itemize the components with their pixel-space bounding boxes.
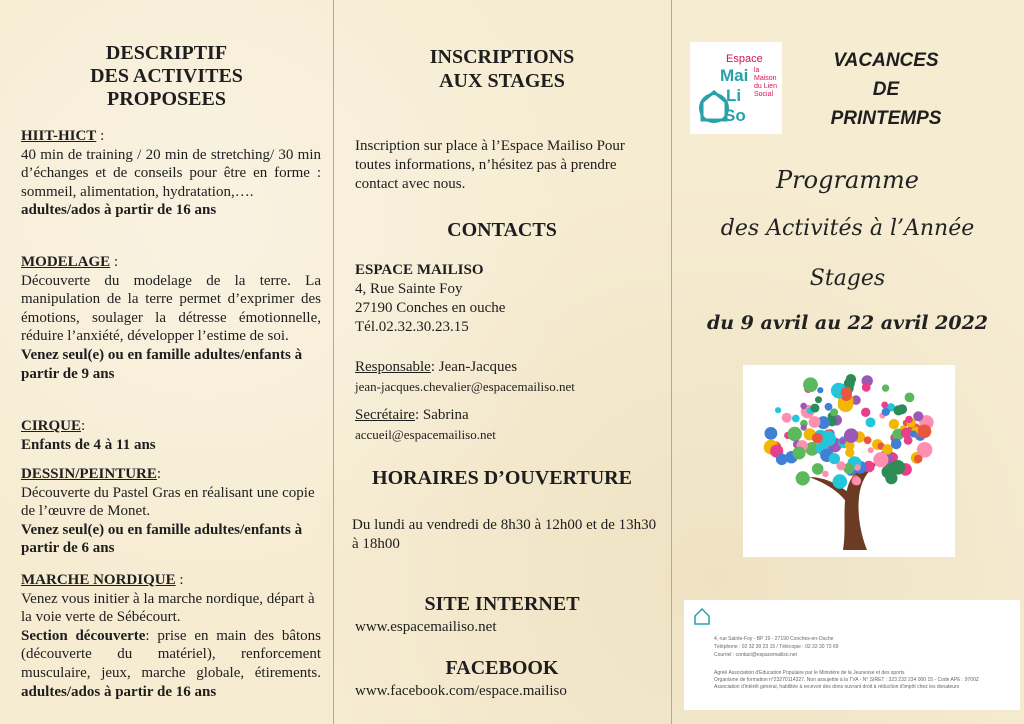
blossom — [881, 402, 888, 409]
blossom — [812, 463, 824, 475]
activity-hiit: HIIT-HICT : 40 min de training / 20 min de stretching/ 30 min d’échanges et de conseils pour être en forme : sommeil, alimentation, hydratation,…. adultes/ados à partir de 16 ans — [21, 128, 321, 219]
stages-subtitle: Stages — [809, 266, 886, 291]
activity-title: CIRQUE — [21, 418, 82, 434]
activites-subtitle: des Activités à l’Année — [720, 216, 975, 241]
blossom — [822, 471, 829, 478]
address-line: 27190 Conches en ouche — [355, 300, 506, 316]
info-column — [333, 0, 671, 724]
activities-column — [0, 0, 333, 724]
blossom — [905, 416, 912, 423]
activity-audience: Venez seul(e) ou en famille adultes/enfants à partir de 6 ans — [21, 521, 303, 557]
blossom — [868, 447, 874, 453]
activity-cirque: CIRQUE: Enfants de 4 à 11 ans — [21, 417, 321, 454]
blossom — [862, 383, 871, 392]
blossom — [910, 431, 917, 438]
activity-audience: adultes/ados à partir de 16 ans — [21, 202, 217, 219]
blossom — [885, 472, 897, 484]
site-link[interactable]: www.espacemailiso.net — [355, 619, 497, 635]
blossom — [833, 474, 848, 489]
blossom — [897, 404, 907, 414]
address-line: 4, Rue Sainte Foy — [355, 281, 463, 297]
contact-block — [355, 261, 655, 337]
blossom — [788, 427, 802, 441]
cover-column — [671, 0, 1024, 724]
house-icon — [692, 606, 712, 626]
blossom — [905, 393, 915, 403]
blossom — [861, 408, 870, 417]
dates: du 9 avril au 22 avril 2022 — [706, 312, 989, 334]
blossom — [844, 428, 858, 442]
facebook-title: FACEBOOK — [445, 657, 559, 679]
blossom — [914, 455, 922, 463]
blossom — [809, 416, 821, 428]
blossom — [782, 413, 792, 423]
phone: Tél.02.32.30.23.15 — [355, 319, 469, 335]
activity-description: Découverte du Pastel Gras en réalisant une copie de l’œuvre de Monet. — [21, 484, 315, 520]
address-card: 4, rue Sainte-Foy - BP 19 - 27190 Conches-en-Ouche Téléphone : 02 32 30 23 15 / Télécopie : 02 32 30 73 69 Courriel : contact@espacemailiso.net Agréé Association d'Education Populaire par le Ministère de la Jeunesse et des sports Organisme de formation n°23270114327. Non assujettie à la TVA - N° SIRET : 323 232 234 000 15 - Code APE : 9700Z Association d'intérêt général, habilitée à recevoir des dons ouvrant droit à réduction d'impôt chez les donateurs — [684, 600, 1020, 710]
blossom — [776, 454, 788, 466]
hours-title: HORAIRES D’OUVERTURE — [372, 467, 632, 489]
inscriptions-text: Inscription sur place à l’Espace Mailiso Pour toutes informations, n’hésitez pas à prendre contact avec nous. — [355, 138, 625, 192]
activity-dessin: DESSIN/PEINTURE: Découverte du Pastel Gras en réalisant une copie de l’œuvre de Monet. Venez seul(e) ou en famille adultes/enfants à partir de 6 ans — [21, 465, 321, 558]
blossom — [830, 408, 838, 416]
tree-image — [743, 365, 955, 557]
blossom — [891, 439, 902, 450]
blossom — [918, 425, 932, 439]
activity-audience: adultes/ados à partir de 16 ans — [21, 683, 217, 700]
blossom — [803, 377, 818, 392]
blossom — [841, 387, 852, 398]
blossom — [825, 403, 833, 411]
blossom — [812, 433, 823, 444]
programme-title: Programme — [776, 166, 919, 194]
activity-description: Découverte du modelage de la terre. La manipulation de la terre permet d’exprimer des émotions, soulager la détresse émotionnelle, réduire l’anxiété, développer l’estime de soi. — [21, 272, 321, 345]
tree-illustration — [743, 365, 955, 557]
activity-extra: Section découverte: prise en main des bâtons (découverte du matériel), renforcement musculaire, jeux, marche globale, étirements. adultes/ados à partir de 16 ans — [21, 627, 321, 700]
blossom — [810, 404, 819, 413]
activity-title: MODELAGE — [21, 254, 111, 270]
blossom — [866, 417, 876, 427]
blossom — [882, 408, 890, 416]
facebook-link[interactable]: www.facebook.com/espace.mailiso — [355, 683, 567, 699]
org-name: ESPACE MAILISO — [355, 262, 484, 278]
vacances-title: VACANCES DE PRINTEMPS — [830, 50, 942, 129]
hours-text: Du lundi au vendredi de 8h30 à 12h00 et de 13h30 à 18h00 — [352, 517, 657, 552]
contacts-title: CONTACTS — [447, 219, 557, 241]
activity-title: MARCHE NORDIQUE — [21, 572, 176, 588]
activities-heading: DESCRIPTIF DES ACTIVITES PROPOSEES — [90, 42, 243, 110]
activity-description: 40 min de training / 20 min de stretching/ 30 min d’échanges et de conseils pour être en forme : sommeil, alimentation, hydratation,…. — [21, 146, 321, 200]
blossom — [845, 448, 854, 457]
blossom — [852, 476, 861, 485]
secretaire-block: Secrétaire: Sabrina accueil@espacemailiso.net — [355, 406, 655, 444]
blossom — [792, 415, 800, 423]
blossom — [817, 387, 823, 393]
site-title: SITE INTERNET — [424, 593, 580, 615]
activity-audience: Enfants de 4 à 11 ans — [21, 436, 156, 453]
blossom — [800, 403, 807, 410]
blossom — [829, 453, 840, 464]
blossom — [765, 427, 778, 440]
blossom — [873, 452, 888, 467]
blossom — [864, 436, 872, 444]
blossom — [854, 464, 860, 470]
activity-marche: MARCHE NORDIQUE : Venez vous initier à la marche nordique, départ à la voie verte de Sébécourt. Section découverte: prise en main des bâtons (découverte du matériel), renforcement musculaire, jeux, marche globale, étirements. adultes/ados à partir de 16 ans — [21, 572, 321, 700]
blossom — [882, 444, 892, 454]
email-link[interactable]: accueil@espacemailiso.net — [355, 427, 496, 442]
blossom — [775, 407, 781, 413]
blossom — [793, 447, 806, 460]
blossom — [846, 374, 856, 384]
blossom — [889, 419, 899, 429]
blossom — [901, 428, 912, 439]
blossom — [815, 396, 822, 403]
email-link[interactable]: jean-jacques.chevalier@espacemailiso.net — [355, 379, 575, 394]
activity-title: DESSIN/PEINTURE — [21, 466, 157, 482]
blossom — [882, 384, 889, 391]
inscriptions-title: INSCRIPTIONS AUX STAGES — [429, 46, 575, 92]
mailiso-logo: Espace Mai Li So la Maison du Lien Social — [690, 42, 782, 134]
activity-description: Venez vous initier à la marche nordique, départ à la voie verte de Sébécourt. — [21, 590, 315, 626]
responsable-block: Responsable: Jean-Jacques jean-jacques.chevalier@espacemailiso.net — [355, 358, 655, 396]
activity-audience: Venez seul(e) ou en famille adultes/enfants à partir de 9 ans — [21, 346, 303, 382]
activity-title: HIIT-HICT — [21, 128, 97, 144]
activity-modelage: MODELAGE : Découverte du modelage de la terre. La manipulation de la terre permet d’exprimer des émotions, soulager la détresse émotionnelle, réduire l’anxiété, développer l’estime de soi. Venez seul(e) ou en famille adultes/enfants à partir de 9 ans — [21, 254, 321, 382]
blossom — [839, 438, 846, 445]
blossom — [796, 471, 810, 485]
